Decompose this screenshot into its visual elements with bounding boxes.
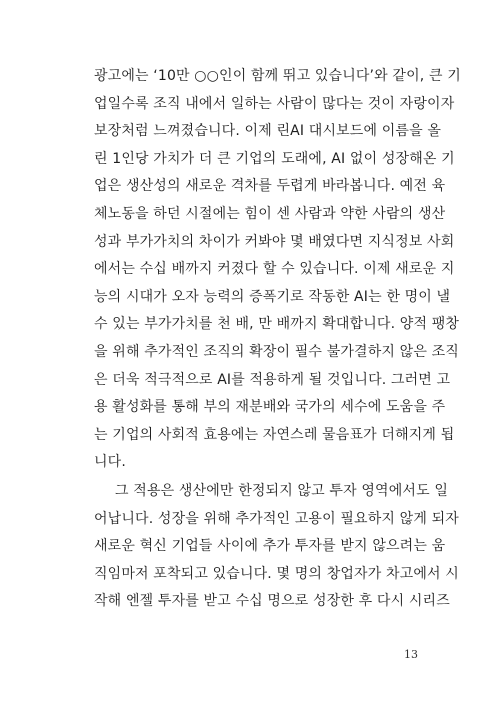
paragraph-2-line-3: 새로운 혁신 기업들 사이에 추가 투자를 받지 않으려는 움 — [94, 538, 446, 555]
paragraph-1-line-12: 은 더욱 적극적으로 AI를 적용하게 될 것입니다. 그러면 고 — [94, 371, 451, 388]
page-number: 13 — [404, 648, 418, 661]
paragraph-1-line-7: 성과 부가가치의 차이가 커봐야 몇 배였다면 지식정보 사회 — [94, 233, 455, 250]
paragraph-1-line-3: 보장처럼 느껴졌습니다. 이제 린AI 대시보드에 이름을 올 — [94, 123, 442, 140]
paragraph-1-line-15: 니다. — [94, 454, 126, 471]
paragraph-1-line-11: 을 위해 추가적인 조직의 확장이 필수 불가결하지 않은 조직 — [94, 343, 459, 360]
paragraph-2-line-4: 직임마저 포착되고 있습니다. 몇 명의 창업자가 차고에서 시 — [94, 565, 459, 582]
paragraph-1-line-6: 체노동을 하던 시절에는 힘이 센 사람과 약한 사람의 생산 — [94, 205, 446, 222]
paragraph-2-line-2: 어납니다. 성장을 위해 추가적인 고용이 필요하지 않게 되자 — [94, 510, 459, 527]
paragraph-1-line-5: 업은 생산성의 새로운 격차를 두렵게 바라봅니다. 예전 육 — [94, 178, 446, 195]
paragraph-2-line-1: 그 적용은 생산에만 한정되지 않고 투자 영역에서도 일 — [115, 483, 449, 499]
paragraph-1-line-14: 는 기업의 사회적 효용에는 자연스레 물음표가 더해지게 됩 — [94, 426, 455, 443]
paragraph-2 — [94, 478, 459, 616]
paragraph-1-line-2: 업일수록 조직 내에서 일하는 사람이 많다는 것이 자랑이자 — [94, 95, 455, 112]
paragraph-1-line-1: 광고에는 ‘10만 ○○인이 함께 뛰고 있습니다’와 같이, 큰 기 — [94, 68, 461, 84]
paragraph-2-line-5: 작해 엔젤 투자를 받고 수십 명으로 성장한 후 다시 시리즈 — [94, 593, 450, 610]
paragraph-1-line-10: 수 있는 부가가치를 천 배, 만 배까지 확대합니다. 양적 팽창 — [94, 316, 460, 333]
paragraph-1-line-9: 능의 시대가 오자 능력의 증폭기로 작동한 AI는 한 명이 낼 — [94, 288, 451, 305]
paragraph-1-line-4: 린 1인당 가치가 더 큰 기업의 도래에, AI 없이 성장해온 기 — [94, 150, 455, 167]
paragraph-1-line-13: 용 활성화를 통해 부의 재분배와 국가의 세수에 도움을 주 — [94, 399, 446, 416]
paragraph-1-line-8: 에서는 수십 배까지 커졌다 할 수 있습니다. 이제 새로운 지 — [94, 261, 455, 278]
paragraph-1 — [94, 63, 461, 477]
